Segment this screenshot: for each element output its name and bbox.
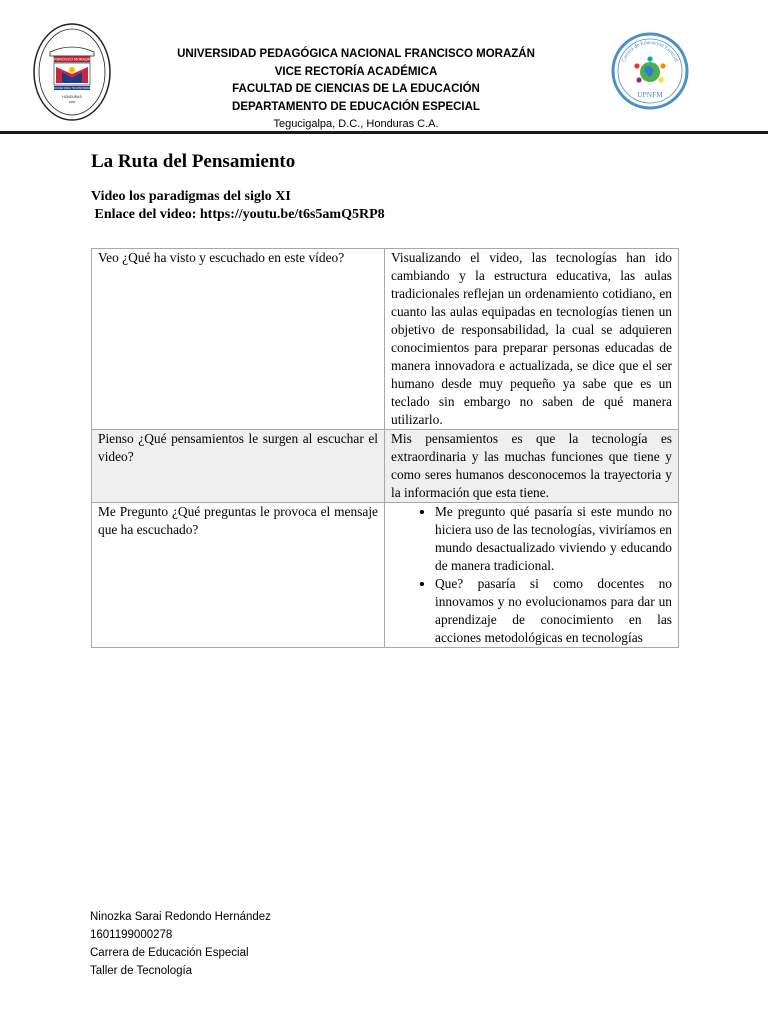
university-name: UNIVERSIDAD PEDAGÓGICA NACIONAL FRANCISCO MORAZÁN bbox=[177, 48, 535, 60]
faculty-name: FACULTAD DE CIENCIAS DE LA EDUCACIÓN bbox=[232, 83, 480, 95]
institution-heading bbox=[150, 46, 562, 134]
svg-text:HONDURAS: HONDURAS bbox=[62, 95, 82, 99]
thinking-routine-table bbox=[91, 248, 679, 648]
answer-cell: Visualizando el video, las tecnologías han ido cambiando y la estructura educativa, las aulas tradicionales reflejan un ordenamiento cotidiano, en cuanto las aulas equipadas en tecnologías tienen un objetivo de responsabilidad, la cual se adquieren conocimientos para preparar personas educadas de manera innovadora e actualizada, se dice que el ser humano desde muy pequeño ya sabe que es un teclado sin embargo no saben de qué manera utilizarlo. bbox=[385, 249, 679, 430]
course-name: Taller de Tecnología bbox=[90, 965, 193, 977]
table-row-veo bbox=[92, 249, 679, 430]
prompt-cell: Pienso ¿Qué pensamientos le surgen al escuchar el video? bbox=[92, 430, 385, 503]
answer-cell: Mis pensamientos es que la tecnología es extraordinaria y las muchas funciones que tiene y como seres humanos desconocemos la trayectoria y la información que esta tiene. bbox=[385, 430, 679, 503]
educacion-especial-logo bbox=[611, 22, 689, 120]
svg-text:FRANCISCO MORAZÁN: FRANCISCO MORAZÁN bbox=[51, 57, 93, 62]
video-title: Video los paradigmas del siglo XI bbox=[91, 189, 291, 204]
city-line: Tegucigalpa, D.C., Honduras C.A. bbox=[273, 118, 439, 130]
video-link[interactable]: Enlace del video: https://youtu.be/t6s5amQ5RP8 bbox=[91, 207, 385, 222]
prompt-cell: Me Pregunto ¿Qué preguntas le provoca el mensaje que ha escuchado? bbox=[92, 503, 385, 648]
prompt-cell: Veo ¿Qué ha visto y escuchado en este vídeo? bbox=[92, 249, 385, 430]
table-row-pienso bbox=[92, 430, 679, 503]
svg-text:Carrera de Educación Especial: Carrera de Educación Especial bbox=[620, 39, 680, 63]
answer-cell bbox=[385, 503, 679, 648]
svg-text:1956: 1956 bbox=[68, 100, 76, 104]
svg-text:UPNFM: UPNFM bbox=[637, 90, 663, 99]
document-title: La Ruta del Pensamiento bbox=[91, 151, 296, 172]
question-list bbox=[391, 503, 672, 647]
table-row-me-pregunto bbox=[92, 503, 679, 648]
author-name: Ninozka Sarai Redondo Hernández bbox=[90, 911, 271, 923]
vice-rectory: VICE RECTORÍA ACADÉMICA bbox=[274, 65, 438, 78]
list-item: • Me pregunto qué pasaría si este mundo no hiciera uso de las tecnologías, viviríamos en mundo desactualizado viviendo y educando de manera tradicional. bbox=[435, 503, 672, 575]
career-name: Carrera de Educación Especial bbox=[90, 947, 249, 959]
list-item: • Que? pasaría si como docentes no innovamos y no evolucionamos para dar un aprendizaje de conocimiento en las acciones metodológicas en tecnologías bbox=[435, 575, 672, 647]
letterhead bbox=[0, 0, 768, 134]
upnfm-crest-logo bbox=[32, 22, 112, 122]
header-divider bbox=[0, 131, 768, 134]
svg-text:EDUCAR PARA TRANSFORMAR: EDUCAR PARA TRANSFORMAR bbox=[52, 87, 92, 90]
author-info bbox=[90, 908, 271, 980]
student-id: 1601199000278 bbox=[90, 929, 173, 941]
department-name: DEPARTAMENTO DE EDUCACIÓN ESPECIAL bbox=[232, 100, 480, 113]
